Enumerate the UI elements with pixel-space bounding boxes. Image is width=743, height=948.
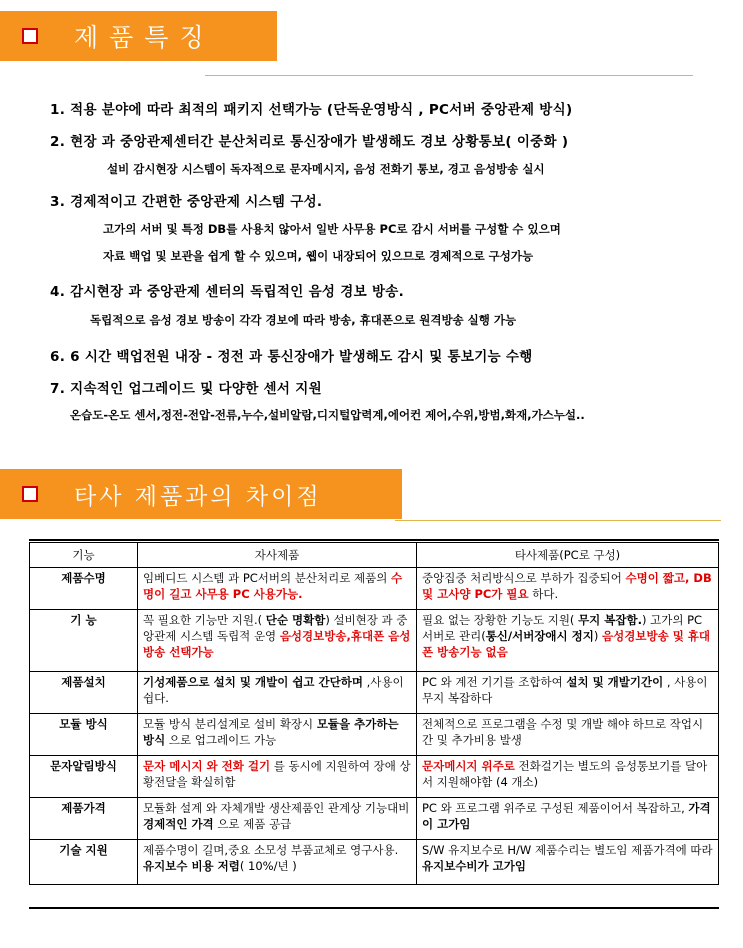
cell-text: 꼭 필요한 기능만 지원.( — [143, 613, 266, 627]
cell-text: 으로 업그레이드 가능 — [165, 733, 277, 747]
cell-text: ( 10%/년 ) — [239, 859, 297, 873]
cell-text: 무지 복잡함. — [578, 613, 642, 627]
cell-text: ) — [593, 629, 603, 643]
our-product-cell — [138, 568, 417, 610]
other-product-cell — [417, 714, 719, 756]
table-row — [30, 798, 719, 840]
row-label: 제품수명 — [30, 568, 138, 610]
cell-text: ) 고가의 PC서버로 관리( — [422, 613, 703, 643]
other-product-cell — [417, 568, 719, 610]
row-label: 모듈 방식 — [30, 714, 138, 756]
feature-2-detail: 설비 감시현장 시스템이 독자적으로 문자메시지, 음성 전화기 통보, 경고 음성방송 실시 — [107, 162, 545, 176]
section-divider — [205, 75, 693, 76]
table-row — [30, 840, 719, 885]
checkbox-bullet-icon — [22, 28, 38, 44]
feature-3: 3. 경제적이고 간편한 중앙관제 시스템 구성. — [50, 194, 323, 210]
section-banner-features — [0, 11, 277, 61]
cell-text: 가격이 고가임 — [422, 801, 711, 831]
cell-text: 단순 명확함 — [265, 613, 326, 627]
our-product-cell — [138, 714, 417, 756]
row-label: 제품가격 — [30, 798, 138, 840]
table-row — [30, 714, 719, 756]
section-title-comparison: 타사 제품과의 차이점 — [74, 483, 322, 510]
checkbox-bullet-icon — [22, 486, 38, 502]
feature-7-detail: 온습도-온도 센서,정전-전압-전류,누수,설비알람,디지털압력계,에어컨 제어,수위,방범,화재,가스누설.. — [70, 408, 585, 422]
section-divider — [395, 520, 721, 521]
cell-text: 제품수명이 길며,중요 소모성 부품교체로 영구사용. — [143, 843, 399, 857]
other-product-cell — [417, 798, 719, 840]
comparison-table — [29, 542, 719, 885]
our-product-cell — [138, 756, 417, 798]
feature-3-detail-1: 고가의 서버 및 특정 DB를 사용치 않아서 일반 사무용 PC로 감시 서버를 구성할 수 있으며 — [103, 222, 561, 236]
our-product-cell — [138, 672, 417, 714]
feature-7: 7. 지속적인 업그레이드 및 다양한 센서 지원 — [50, 381, 322, 397]
header-other-product: 타사제품(PC로 구성) — [417, 543, 719, 568]
cell-text: 필요 없는 장황한 기능도 지원( — [422, 613, 579, 627]
feature-6: 6. 6 시간 백업전원 내장 - 정전 과 통신장애가 발생해도 감시 및 통보기능 수행 — [50, 349, 533, 365]
cell-text: 를 동시에 지원하여 장애 상황전달을 확실히함 — [143, 759, 411, 789]
feature-4-detail: 독립적으로 음성 경보 방송이 각각 경보에 따라 방송, 휴대폰으로 원격방송 실행 가능 — [90, 313, 517, 327]
cell-text: S/W 유지보수로 H/W 제품수리는 별도임 제품가격에 따라 — [422, 843, 713, 857]
cell-text: 통신/서버장애시 정지 — [485, 629, 594, 643]
table-row — [30, 756, 719, 798]
our-product-cell — [138, 798, 417, 840]
section-title-features: 제품특징 — [74, 23, 215, 52]
cell-text: 전화걸기는 별도의 음성통보기를 달아서 지원해야함 (4 개소) — [422, 759, 708, 789]
cell-text: 수명이 짧고, DB 및 고사양 PC가 필요 — [422, 571, 712, 601]
cell-text: PC 와 계전 기기를 조합하여 — [422, 675, 567, 689]
cell-text: PC 와 프로그램 위주로 구성된 제품이어서 복잡하고, — [422, 801, 689, 815]
cell-text: 경제적인 가격 — [143, 817, 214, 831]
cell-text: 하다. — [528, 587, 559, 601]
feature-2: 2. 현장 과 중앙관제센터간 분산처리로 통신장애가 발생해도 경보 상황통보( 이중화 ) — [50, 134, 569, 150]
cell-text: 유지보수비가 고가임 — [422, 859, 526, 873]
other-product-cell — [417, 756, 719, 798]
header-our-product: 자사제품 — [138, 543, 417, 568]
cell-text: 모듈화 설계 와 자체개발 생산제품인 관계상 기능대비 — [143, 801, 410, 815]
table-row — [30, 568, 719, 610]
cell-text: 문자 메시지 와 전화 걸기 — [143, 759, 271, 773]
table-row — [30, 610, 719, 672]
header-feature: 기능 — [30, 543, 138, 568]
other-product-cell — [417, 840, 719, 885]
cell-text: 전체적으로 프로그램을 수정 및 개발 해야 하므로 작업시간 및 추가비용 발생 — [422, 717, 704, 747]
feature-3-detail-2: 자료 백업 및 보관을 쉽게 할 수 있으며, 웹이 내장되어 있으므로 경제적으로 구성가능 — [103, 249, 534, 263]
row-label: 기 능 — [30, 610, 138, 672]
table-bottom-border — [29, 907, 719, 909]
cell-text: 임베디드 시스템 과 PC서버의 분산처리로 제품의 — [143, 571, 391, 585]
table-header-row — [30, 543, 719, 568]
cell-text: , 사용이 무지 복잡하다 — [422, 675, 708, 705]
cell-text: 수명이 길고 사무용 PC 사용가능. — [143, 571, 403, 601]
row-label: 문자알림방식 — [30, 756, 138, 798]
cell-text: 모듈 방식 분리설계로 설비 확장시 — [143, 717, 317, 731]
row-label: 제품설치 — [30, 672, 138, 714]
cell-text: 으로 제품 공급 — [213, 817, 292, 831]
table-top-border — [29, 539, 719, 541]
cell-text: ,사용이 쉽다. — [143, 675, 404, 705]
cell-text: 설치 및 개발기간이 — [566, 675, 664, 689]
cell-text: ) 설비현장 과 중앙관제 시스템 독립적 운영 — [143, 613, 408, 643]
section-banner-comparison — [0, 469, 402, 519]
cell-text: 기성제품으로 설치 및 개발이 쉽고 간단하며 — [143, 675, 363, 689]
cell-text: 중앙집중 처리방식으로 부하가 집중되어 — [422, 571, 626, 585]
our-product-cell — [138, 840, 417, 885]
cell-text: 음성경보방송 및 휴대폰 방송기능 없음 — [422, 629, 711, 659]
cell-text: 모듈을 추가하는 방식 — [143, 717, 399, 747]
feature-1: 1. 적용 분야에 따라 최적의 패키지 선택가능 (단독운영방식 , PC서버 중앙관제 방식) — [50, 102, 573, 118]
cell-text: 문자메시지 위주로 — [422, 759, 515, 773]
cell-text: 유지보수 비용 저렴 — [143, 859, 240, 873]
feature-4: 4. 감시현장 과 중앙관제 센터의 독립적인 음성 경보 방송. — [50, 284, 405, 300]
row-label: 기술 지원 — [30, 840, 138, 885]
our-product-cell — [138, 610, 417, 672]
other-product-cell — [417, 672, 719, 714]
table-row — [30, 672, 719, 714]
other-product-cell — [417, 610, 719, 672]
cell-text: 음성경보방송,휴대폰 음성방송 선택가능 — [143, 629, 411, 659]
